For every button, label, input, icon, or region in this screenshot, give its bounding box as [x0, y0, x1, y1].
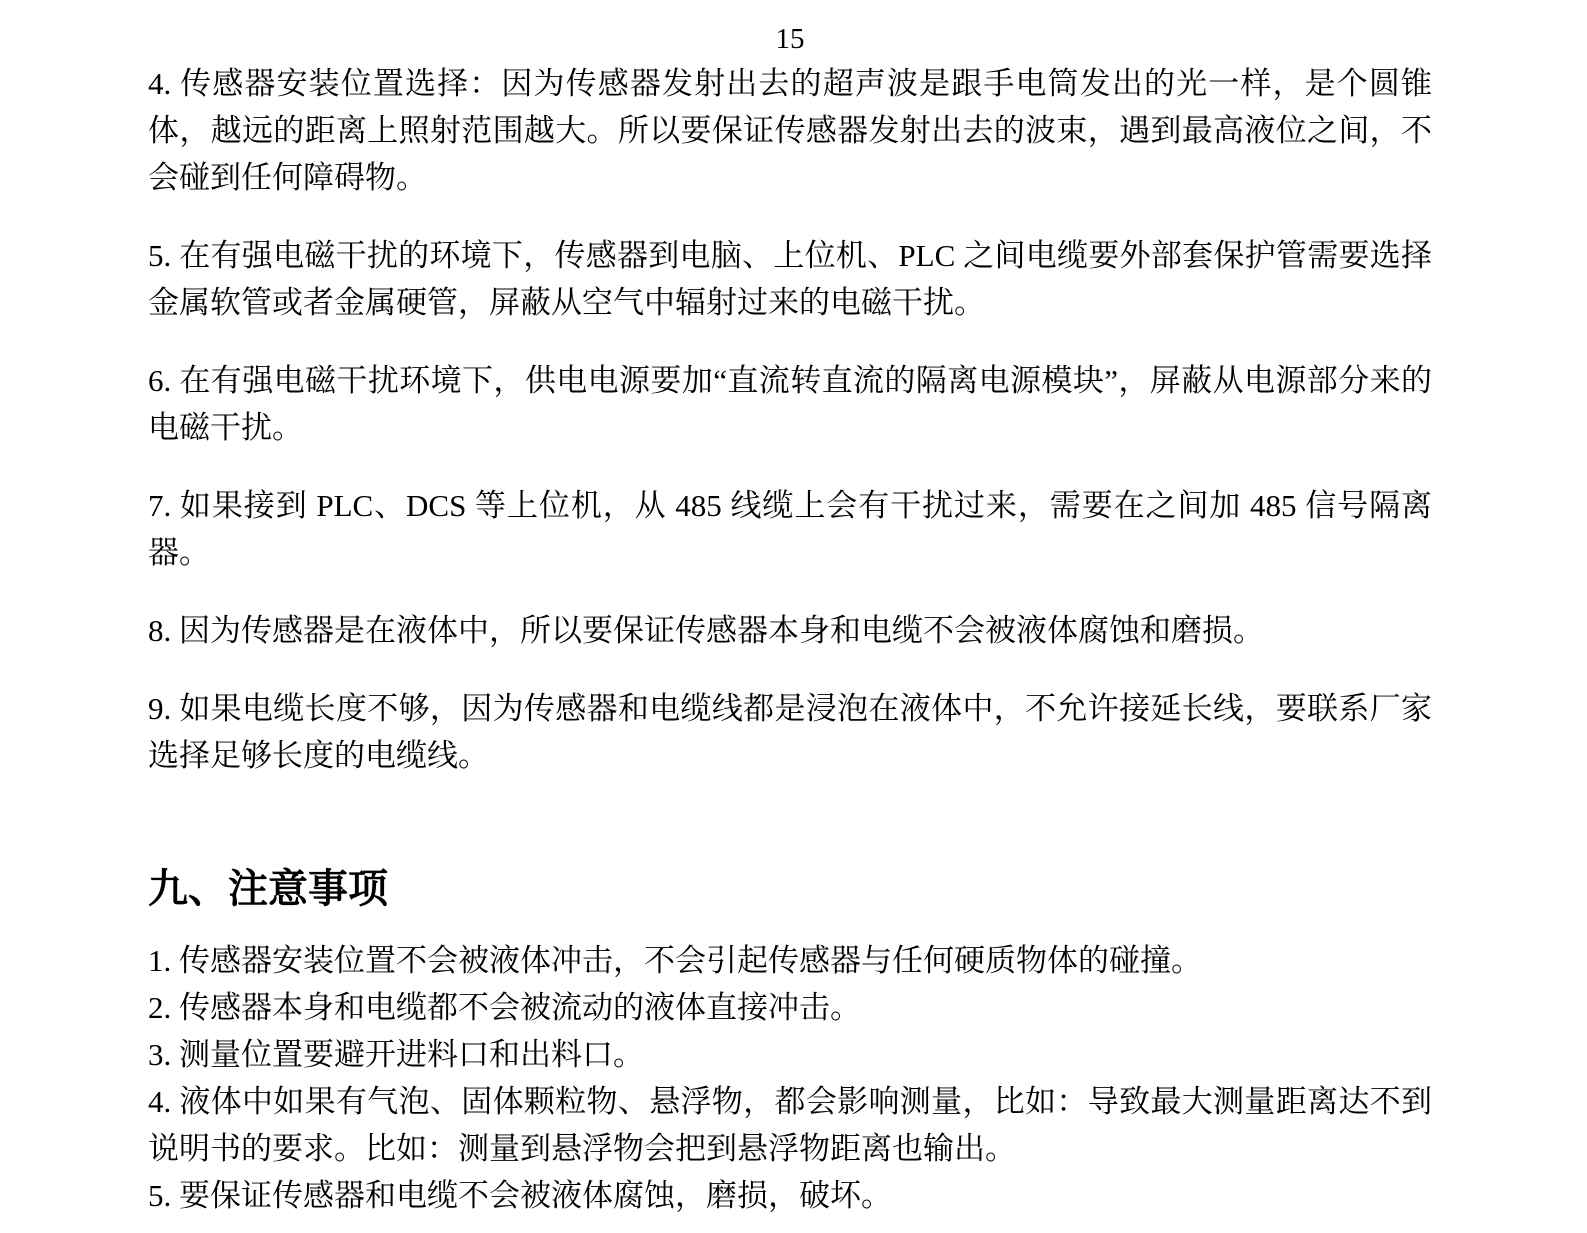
precaution-item-3: 3. 测量位置要避开进料口和出料口。: [148, 1037, 644, 1072]
precaution-item-1: 1. 传感器安装位置不会被液体冲击，不会引起传感器与任何硬质物体的碰撞。: [148, 943, 1202, 978]
section-heading-precautions: 九、注意事项: [148, 866, 388, 911]
precautions-list: [148, 937, 1432, 1219]
note-paragraph-9: 9. 如果电缆长度不够，因为传感器和电缆线都是浸泡在液体中，不允许接延长线，要联系厂家选择足够长度的电缆线。: [148, 691, 1432, 773]
note-paragraph-7: 7. 如果接到 PLC、DCS 等上位机，从 485 线缆上会有干扰过来，需要在之间加 485 信号隔离器。: [148, 488, 1432, 570]
note-paragraph-5: 5. 在有强电磁干扰的环境下，传感器到电脑、上位机、PLC 之间电缆要外部套保护管需要选择金属软管或者金属硬管，屏蔽从空气中辐射过来的电磁干扰。: [148, 238, 1432, 320]
note-paragraph-6: 6. 在有强电磁干扰环境下，供电电源要加“直流转直流的隔离电源模块”，屏蔽从电源部分来的电磁干扰。: [148, 363, 1432, 445]
precaution-item-4: 4. 液体中如果有气泡、固体颗粒物、悬浮物，都会影响测量，比如：导致最大测量距离达不到说明书的要求。比如：测量到悬浮物会把到悬浮物距离也输出。: [148, 1084, 1432, 1166]
text-column: [148, 0, 1432, 1219]
note-paragraph-4: 4. 传感器安装位置选择：因为传感器发射出去的超声波是跟手电筒发出的光一样，是个圆锥体，越远的距离上照射范围越大。所以要保证传感器发射出去的波束，遇到最高液位之间，不会碰到任何障碍物。: [148, 66, 1432, 195]
note-paragraph-8: 8. 因为传感器是在液体中，所以要保证传感器本身和电缆不会被液体腐蚀和磨损。: [148, 613, 1264, 648]
precaution-item-2: 2. 传感器本身和电缆都不会被流动的液体直接冲击。: [148, 990, 861, 1025]
precaution-item-5: 5. 要保证传感器和电缆不会被液体腐蚀，磨损，破坏。: [148, 1178, 892, 1213]
page-number: 15: [775, 23, 805, 55]
